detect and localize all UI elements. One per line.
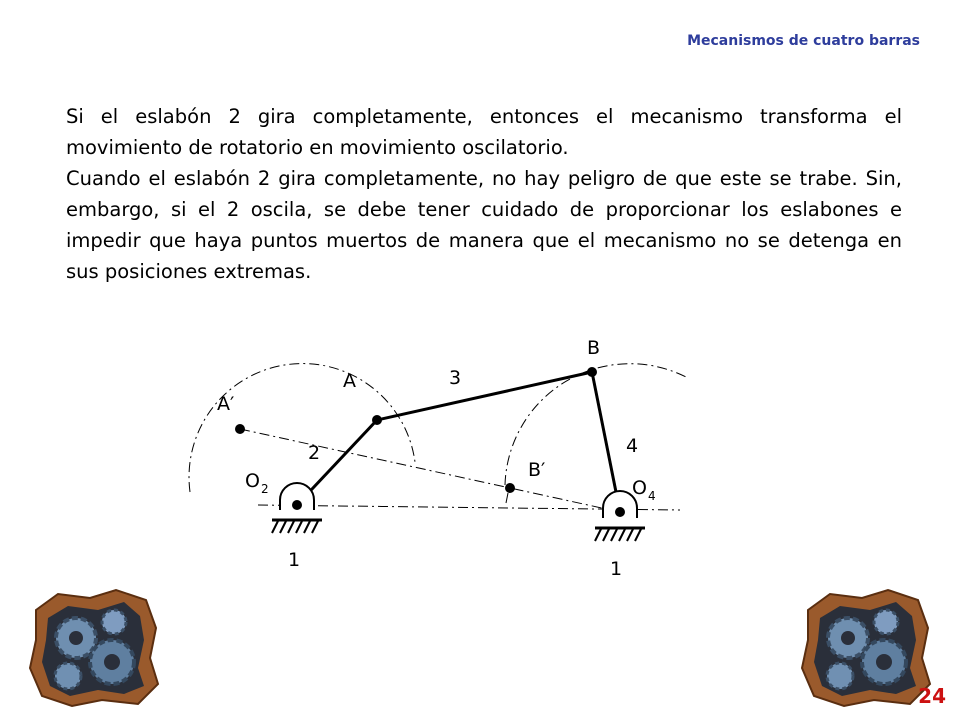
joint-o4 xyxy=(615,507,625,517)
gears-logo-left xyxy=(28,588,160,708)
label-ground-right: 1 xyxy=(610,558,623,580)
page-number: 24 xyxy=(918,684,946,708)
joint-a xyxy=(372,415,382,425)
slide-title: Mecanismos de cuatro barras xyxy=(687,33,920,49)
joint-b-prime xyxy=(505,483,515,493)
label-a: A xyxy=(343,370,356,392)
label-o4-subscript: 4 xyxy=(648,489,656,503)
gears-logo-right xyxy=(800,588,932,708)
paragraph-2: Cuando el eslabón 2 gira completamente, no hay peligro de que este se trabe. Sin, embargo, si el 2 oscila, se debe tener cuidado de proporcionar los eslabones e impedir que haya puntos muertos de manera que el mecanismo no se detenga en sus posiciones extremas. xyxy=(66,167,902,283)
link-3 xyxy=(377,372,592,420)
label-link-2: 2 xyxy=(308,442,321,464)
label-o2-subscript: 2 xyxy=(261,482,269,496)
b-prime-tick xyxy=(506,493,508,503)
label-ground-left: 1 xyxy=(288,549,301,571)
label-o4: O xyxy=(632,477,647,499)
arc-crank-path xyxy=(189,364,415,492)
joint-a-prime xyxy=(235,424,245,434)
label-b: B xyxy=(587,337,601,359)
label-b-prime: B′ xyxy=(528,459,546,481)
label-o2: O xyxy=(245,470,260,492)
joint-o2 xyxy=(292,500,302,510)
joint-b xyxy=(587,367,597,377)
paragraph-1: Si el eslabón 2 gira completamente, entonces el mecanismo transforma el movimiento de rotatorio en movimiento oscilatorio. xyxy=(66,105,902,159)
label-a-prime: A′ xyxy=(217,393,235,415)
label-link-3: 3 xyxy=(449,367,462,389)
label-link-4: 4 xyxy=(626,435,639,457)
